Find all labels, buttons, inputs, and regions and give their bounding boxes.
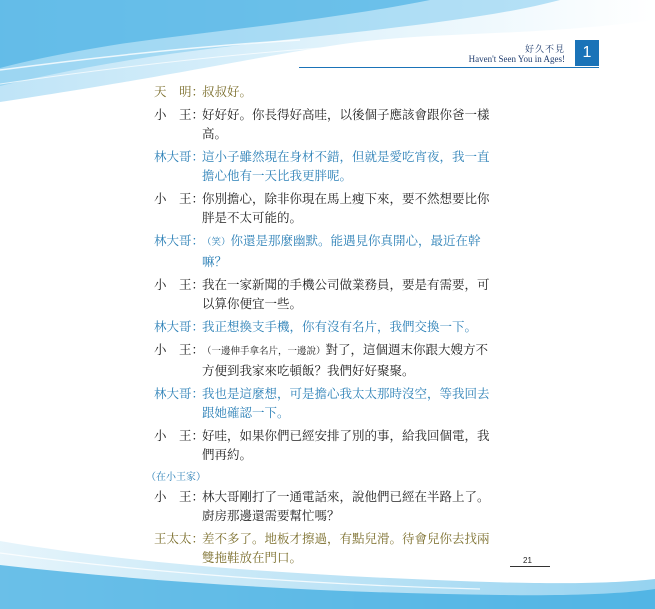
speaker-name: 林大哥： — [154, 149, 205, 164]
speech-line-text: 以算你便宜一些。 — [202, 296, 303, 311]
dialogue-line — [154, 82, 514, 101]
dialogue-line — [154, 426, 514, 464]
speech-text — [202, 105, 514, 143]
speech-text — [202, 231, 514, 271]
speech-line-text: 我在一家新聞的手機公司做業務員，要是有需要，可 — [202, 277, 490, 292]
dialogue-line — [154, 317, 514, 336]
speech-line — [202, 384, 514, 403]
speech-text — [202, 340, 514, 380]
speech-line — [202, 361, 514, 380]
speaker-name: 林大哥： — [154, 319, 205, 334]
speech-line-text: 這小子雖然現在身材不錯，但就是愛吃宵夜，我一直 — [202, 149, 490, 164]
speech-line-text: 嘛？ — [202, 254, 228, 269]
dialogue-content — [146, 82, 514, 571]
speech-line-text: 雙拖鞋放在門口。 — [202, 550, 303, 565]
speech-line-text: 們再約。 — [202, 447, 253, 462]
speech-line-text: 對了，這個週末你跟大嫂方不 — [325, 342, 489, 357]
dialogue-line — [154, 189, 514, 227]
speaker-name: 小 王： — [154, 191, 205, 206]
dialogue-line — [154, 487, 514, 525]
speech-line-text: 跟她確認一下。 — [202, 405, 290, 420]
speech-line-text: 廚房那邊還需要幫忙嗎？ — [202, 508, 340, 523]
speech-line-text: 胖是不太可能的。 — [202, 210, 303, 225]
speaker-name: 小 王： — [154, 277, 205, 292]
page-number-rule — [510, 566, 550, 567]
chapter-number-badge: 1 — [575, 40, 599, 66]
speech-line — [202, 294, 514, 313]
dialogue-line — [154, 105, 514, 143]
chapter-title-en: Haven't Seen You in Ages! — [468, 54, 565, 64]
dialogue-line — [154, 147, 514, 185]
speech-line — [202, 166, 514, 185]
speaker-name: 林大哥： — [154, 233, 205, 248]
speaker-name: 天 明： — [154, 84, 205, 99]
stage-direction: （笑） — [202, 237, 231, 248]
speech-line — [202, 189, 514, 208]
speech-line — [202, 506, 514, 525]
speech-line — [202, 231, 514, 252]
speech-line-text: 擔心他有一天比我更胖呢。 — [202, 168, 353, 183]
speech-text — [202, 487, 514, 525]
speech-text — [202, 317, 514, 336]
speech-line — [202, 252, 514, 271]
speech-line — [202, 340, 514, 361]
scene-direction: （在小王家） — [146, 472, 206, 483]
speech-line — [202, 403, 514, 422]
speech-line — [202, 317, 514, 336]
speech-line — [202, 275, 514, 294]
speech-text — [202, 189, 514, 227]
speech-line — [202, 124, 514, 143]
speech-line — [202, 487, 514, 506]
speech-line — [202, 105, 514, 124]
dialogue-section-1 — [154, 82, 514, 468]
speech-text — [202, 426, 514, 464]
speaker-name: 王太太： — [154, 531, 205, 546]
speech-line — [202, 445, 514, 464]
speech-line — [202, 147, 514, 166]
header-rule — [299, 67, 599, 68]
speech-line-text: 好哇，如果你們已經安排了別的事，給我回個電，我 — [202, 428, 490, 443]
dialogue-line — [154, 384, 514, 422]
dialogue-line — [154, 275, 514, 313]
speech-text — [202, 384, 514, 422]
speech-line — [202, 208, 514, 227]
speech-line-text: 叔叔好。 — [202, 84, 253, 99]
speech-text — [202, 82, 514, 101]
speaker-name: 小 王： — [154, 107, 205, 122]
speaker-name: 小 王： — [154, 489, 205, 504]
speech-text — [202, 275, 514, 313]
speech-line-text: 我正想換支手機，你有沒有名片，我們交換一下。 — [202, 319, 478, 334]
speech-line-text: 方便到我家來吃頓飯？我們好好聚聚。 — [202, 363, 415, 378]
speaker-name: 林大哥： — [154, 386, 205, 401]
speech-text — [202, 147, 514, 185]
chapter-title-cn: 好久不見 — [524, 45, 565, 55]
speech-line-text: 我也是這麼想，可是擔心我太太那時沒空，等我回去 — [202, 386, 490, 401]
speech-line-text: 好好好。你長得好高哇，以後個子應該會跟你爸一樣 — [202, 107, 490, 122]
stage-direction: （一邊伸手拿名片，一邊說） — [202, 346, 326, 357]
speaker-name: 小 王： — [154, 342, 205, 357]
bottom-wave-decoration — [0, 535, 655, 609]
speech-line-text: 你別擔心，除非你現在馬上瘦下來，要不然想要比你 — [202, 191, 490, 206]
dialogue-line — [154, 340, 514, 380]
speech-line — [202, 82, 514, 101]
speech-line-text: 差不多了。地板才擦過，有點兒滑。待會兒你去找兩 — [202, 531, 490, 546]
speech-line-text: 你還是那麼幽默。能遇見你真開心，最近在幹 — [230, 233, 481, 248]
speech-line-text: 高。 — [202, 126, 228, 141]
speaker-name: 小 王： — [154, 428, 205, 443]
speech-line-text: 林大哥剛打了一通電話來，說他們已經在半路上了。 — [202, 489, 490, 504]
dialogue-line — [154, 231, 514, 271]
page-number: 21 — [523, 556, 532, 565]
speech-line — [202, 426, 514, 445]
